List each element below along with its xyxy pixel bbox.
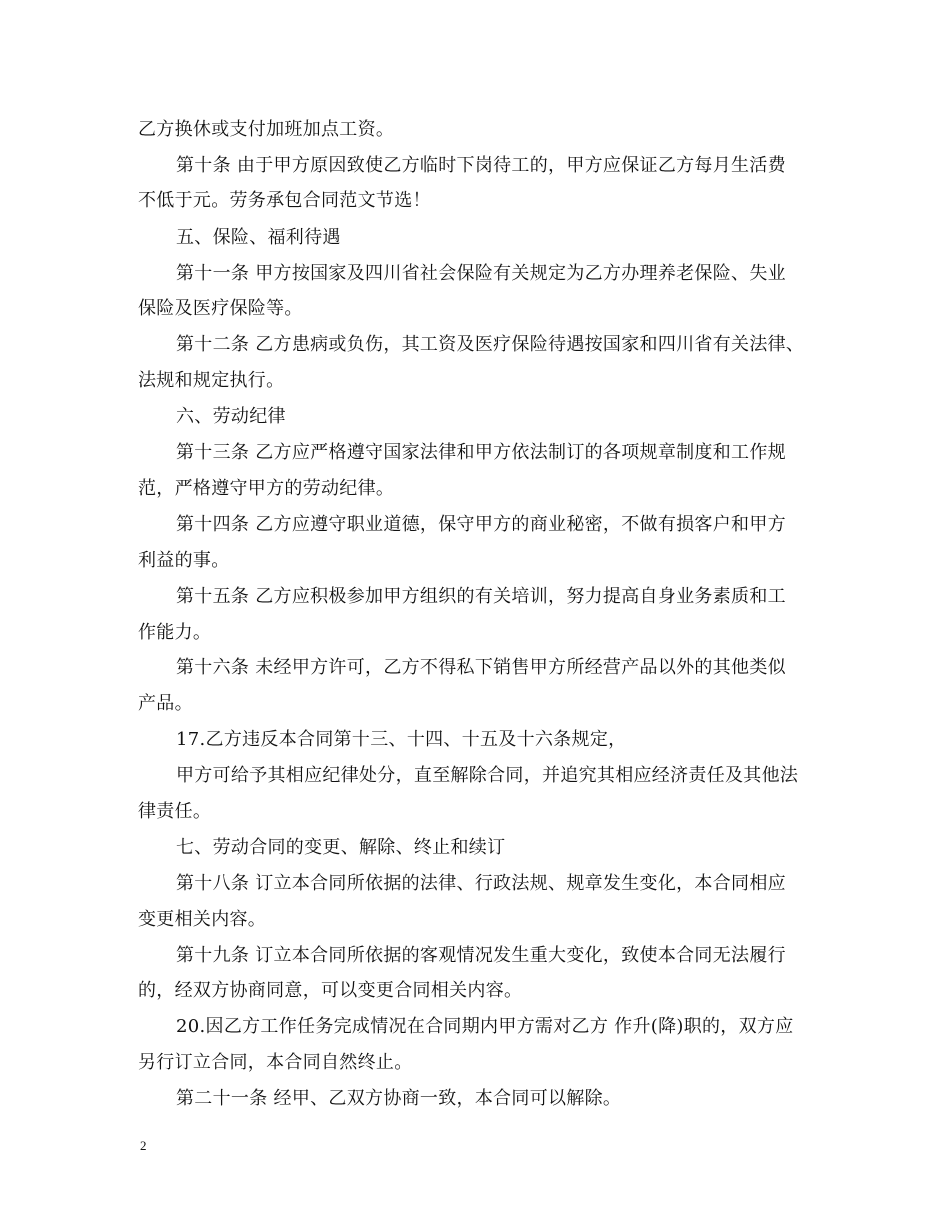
text-line: 利益的事。 [138, 550, 230, 571]
text-line: 第十三条 乙方应严格遵守国家法律和甲方依法制订的各项规章制度和工作规 [176, 442, 786, 463]
text-line: 17.乙方违反本合同第十三、十四、十五及十六条规定， [176, 729, 627, 750]
section-heading: 六、劳动纪律 [176, 406, 286, 427]
text-line: 不低于元。劳务承包合同范文节选！ [138, 190, 431, 211]
text-line: 第十九条 订立本合同所依据的客观情况发生重大变化，致使本合同无法履行 [176, 945, 786, 966]
text-line: 第十六条 未经甲方许可，乙方不得私下销售甲方所经营产品以外的其他类似 [176, 657, 786, 678]
text-line: 法规和规定执行。 [138, 370, 285, 391]
text-line: 第十条 由于甲方原因致使乙方临时下岗待工的，甲方应保证乙方每月生活费 [176, 155, 786, 176]
text-line: 作能力。 [138, 622, 212, 643]
text-line: 变更相关内容。 [138, 909, 267, 930]
page-number: 2 [140, 1138, 147, 1153]
text-line: 甲方可给予其相应纪律处分，直至解除合同，并追究其相应经济责任及其他法 [176, 765, 799, 786]
text-line: 范，严格遵守甲方的劳动纪律。 [138, 478, 395, 499]
text-line: 第十四条 乙方应遵守职业道德，保守甲方的商业秘密，不做有损客户和甲方 [176, 514, 786, 535]
text-line: 20.因乙方工作任务完成情况在合同期内甲方需对乙方 作升(降)职的，双方应 [176, 1016, 794, 1037]
text-line: 第二十一条 经甲、乙双方协商一致，本合同可以解除。 [176, 1088, 622, 1109]
section-heading: 五、保险、福利待遇 [176, 227, 341, 248]
text-line: 另行订立合同，本合同自然终止。 [138, 1052, 413, 1073]
text-line: 第十二条 乙方患病或负伤，其工资及医疗保险待遇按国家和四川省有关法律、 [176, 334, 805, 355]
text-line: 第十一条 甲方按国家及四川省社会保险有关规定为乙方办理养老保险、失业 [176, 263, 786, 284]
text-line: 律责任。 [138, 801, 212, 822]
section-heading: 七、劳动合同的变更、解除、终止和续订 [176, 837, 506, 858]
text-line: 产品。 [138, 693, 193, 714]
text-line: 保险及医疗保险等。 [138, 298, 303, 319]
text-line: 第十八条 订立本合同所依据的法律、行政法规、规章发生变化，本合同相应 [176, 873, 786, 894]
text-line: 的，经双方协商同意，可以变更合同相关内容。 [138, 980, 523, 1001]
text-line: 第十五条 乙方应积极参加甲方组织的有关培训，努力提高自身业务素质和工 [176, 586, 786, 607]
text-line: 乙方换休或支付加班加点工资。 [138, 119, 395, 140]
